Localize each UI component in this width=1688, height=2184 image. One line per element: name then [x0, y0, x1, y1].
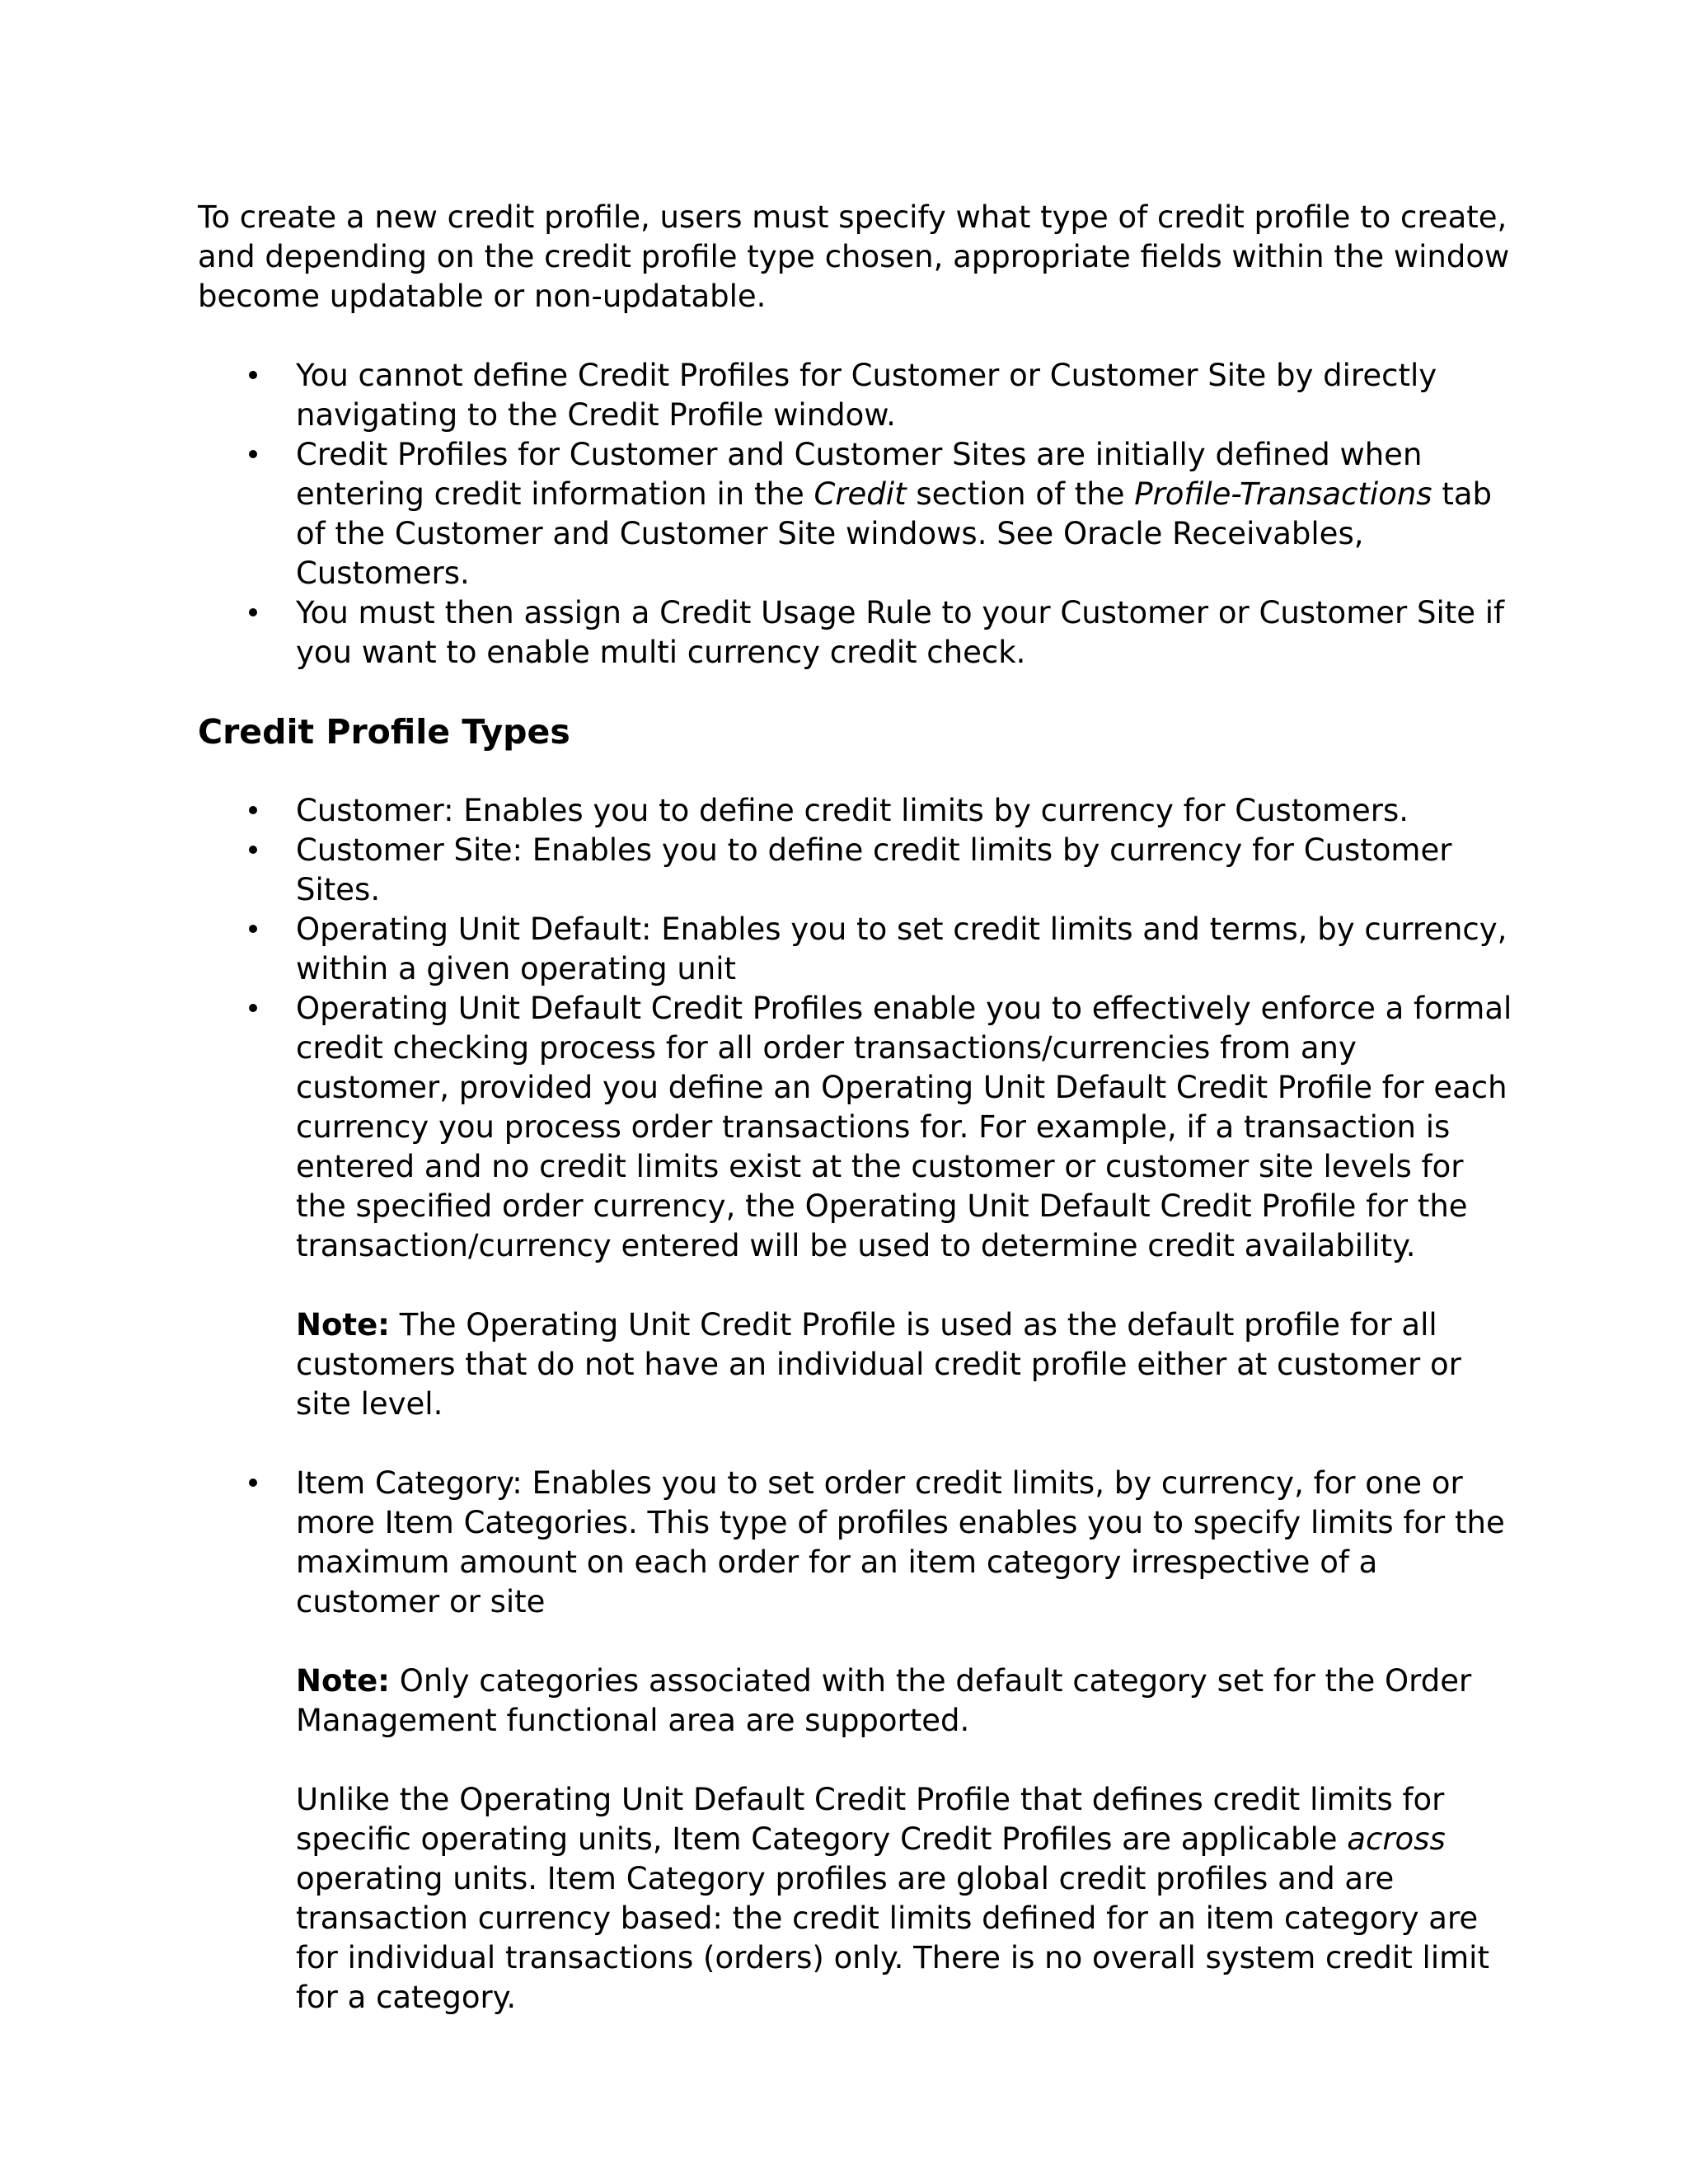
- bullet-icon: [241, 910, 265, 949]
- list-item-text: Item Category: Enables you to set order credit limits, by currency, for one or more Item Categories. This type of profiles enables you to specify limits for the maximum amount on each order for an item category irrespective of a customer or site: [296, 1465, 1505, 1619]
- list-item-text: You cannot define Credit Profiles for Customer or Customer Site by directly navigating to the Credit Profile window.: [296, 358, 1437, 433]
- list-item: [198, 435, 1517, 593]
- list-item-text: Customer: Enables you to define credit limits by currency for Customers.: [296, 793, 1409, 828]
- bullet-icon: [241, 593, 265, 633]
- item-category-explanation: [296, 1780, 1517, 2018]
- list-item-text: You must then assign a Credit Usage Rule to your Customer or Customer Site if you want to enable multi currency credit check.: [296, 595, 1505, 670]
- explanation-text: Unlike the Operating Unit Default Credit Profile that defines credit limits for specific operating units, Item Category Credit Profiles are applicable: [296, 1782, 1445, 1857]
- note-paragraph: [296, 1305, 1517, 1424]
- profile-transactions-emphasis: Profile-Transactions: [1134, 476, 1432, 512]
- list-item-text: Customer Site: Enables you to define credit limits by currency for Customer Sites.: [296, 832, 1452, 907]
- note-text: The Operating Unit Credit Profile is used as the default profile for all customers that do not have an individual credit profile either at customer or site level.: [296, 1307, 1461, 1422]
- list-item: [198, 1464, 1517, 2018]
- list-item: [198, 593, 1517, 673]
- list-item: [198, 831, 1517, 910]
- list-item-text: Operating Unit Default: Enables you to set credit limits and terms, by currency, within a given operating unit: [296, 912, 1507, 987]
- list-item: [198, 356, 1517, 435]
- credit-profile-types-list: [198, 791, 1517, 2018]
- list-item-text: Credit Profiles for Customer and Customer Sites are initially defined when entering credit information in the: [296, 437, 1423, 512]
- bullet-icon: [241, 791, 265, 831]
- list-item-text: section of the: [906, 476, 1135, 512]
- note-text: Only categories associated with the default category set for the Order Management functional area are supported.: [296, 1663, 1472, 1738]
- list-item-text: Operating Unit Default Credit Profiles enable you to effectively enforce a formal credit checking process for all order transactions/currencies from any customer, provided you define an Operating Unit Default Credit Profile for each currency you process order transactions for. For example, if a transaction is entered and no credit limits exist at the customer or customer site levels for the specified order currency, the Operating Unit Default Credit Profile for the transaction/currency entered will be used to determine credit availability.: [296, 991, 1512, 1263]
- section-heading: Credit Profile Types: [198, 712, 570, 752]
- note-paragraph: [296, 1661, 1517, 1741]
- bullet-icon: [241, 356, 265, 396]
- intro-paragraph: To create a new credit profile, users must specify what type of credit profile to create, and depending on the credit profile type chosen, appropriate fields within the window become updatable or non-updatable.: [198, 199, 1510, 314]
- list-item: [198, 791, 1517, 831]
- page-content: [198, 198, 1517, 2018]
- list-item-text: tab of the Customer and Customer Site windows. See Oracle Receivables, Customers.: [296, 476, 1492, 591]
- across-emphasis: across: [1347, 1821, 1446, 1857]
- bullet-icon: [241, 435, 265, 475]
- credit-profile-rules-list: [198, 356, 1517, 673]
- bullet-icon: [241, 831, 265, 870]
- note-label: Note:: [296, 1307, 390, 1343]
- list-item: [198, 910, 1517, 989]
- list-item: [198, 989, 1517, 1424]
- explanation-text: operating units. Item Category profiles are global credit profiles and are transaction currency based: the credit limits defined for an item category are for individual transactions (orders) only. There is no overall system credit limit for a category.: [296, 1861, 1489, 2015]
- bullet-icon: [241, 989, 265, 1029]
- note-label: Note:: [296, 1663, 390, 1699]
- bullet-icon: [241, 1464, 265, 1503]
- credit-section-emphasis: Credit: [814, 476, 907, 512]
